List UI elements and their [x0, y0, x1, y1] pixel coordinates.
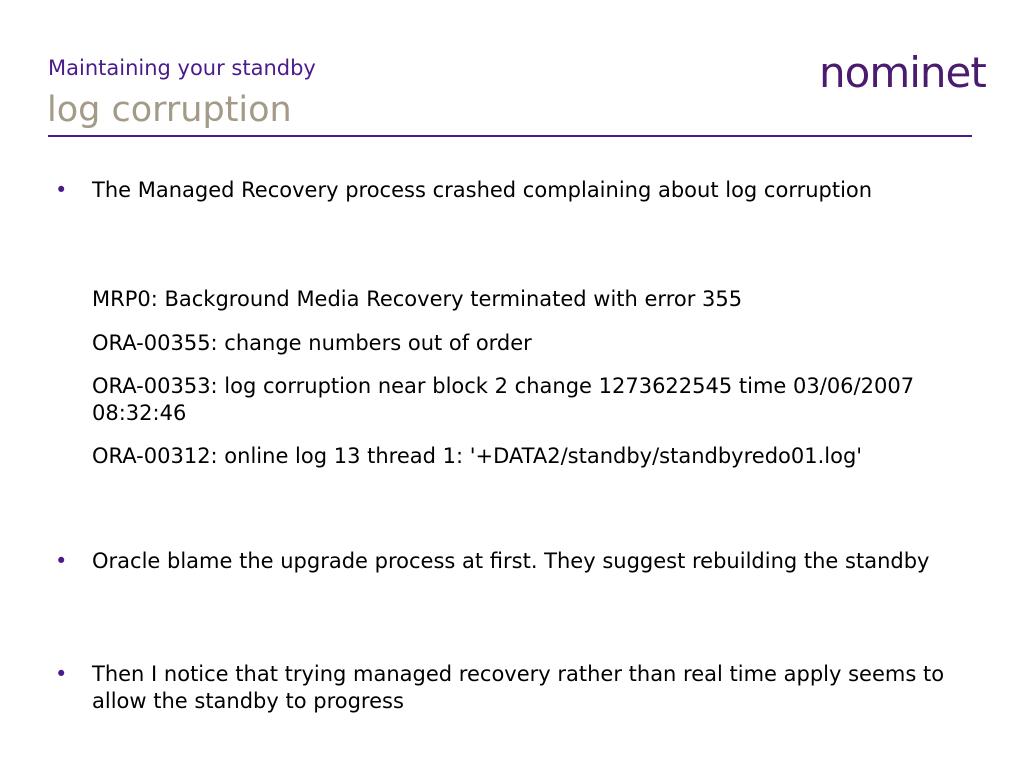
bullet-marker: •	[55, 549, 68, 573]
bullet-item-1: The Managed Recovery process crashed complaining about log corruption	[92, 178, 873, 202]
nominet-logo: nominet	[819, 48, 986, 97]
log-line-3: ORA-00353: log corruption near block 2 change 1273622545 time 03/06/2007 08:32:46	[92, 374, 915, 425]
log-line-1: MRP0: Background Media Recovery terminated with error 355	[92, 287, 743, 311]
slide-subtitle: Maintaining your standby	[48, 56, 316, 80]
log-line-4: ORA-00312: online log 13 thread 1: '+DATA2/standby/standbyredo01.log'	[92, 444, 863, 468]
bullet-marker: •	[55, 178, 68, 202]
slide-title: log corruption	[47, 90, 292, 130]
bullet-marker: •	[55, 662, 68, 686]
log-line-2: ORA-00355: change numbers out of order	[92, 331, 532, 355]
bullet-item-3: Then I notice that trying managed recovery rather than real time apply seems to allow the standby to progress	[92, 662, 945, 713]
bullet-item-2: Oracle blame the upgrade process at first. They suggest rebuilding the standby	[92, 549, 930, 573]
